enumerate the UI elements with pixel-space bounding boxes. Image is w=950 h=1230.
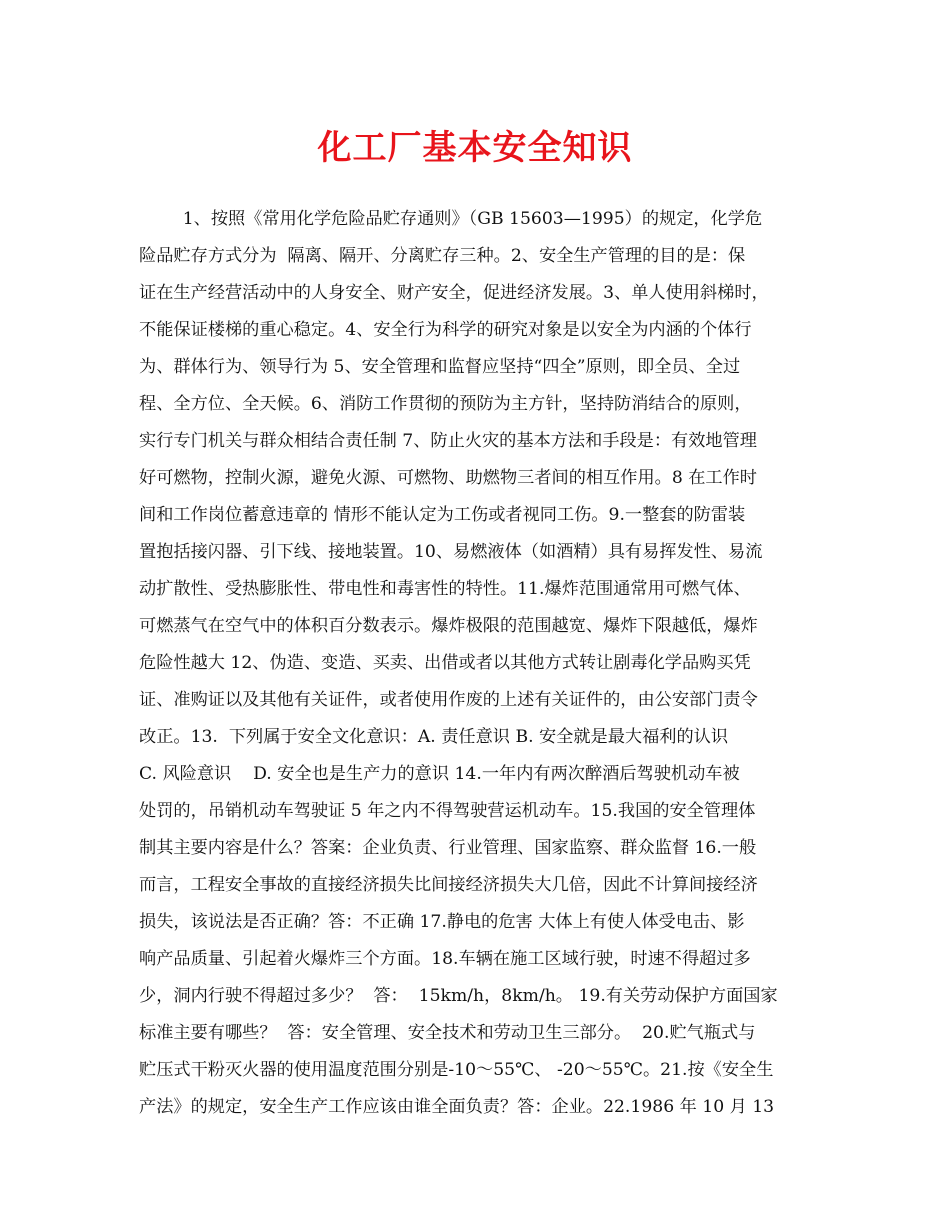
body-line: 处罚的，吊销机动车驾驶证 5 年之内不得驾驶营运机动车。15.我国的安全管理体	[139, 801, 756, 821]
body-line: 响产品质量、引起着火爆炸三个方面。18.车辆在施工区域行驶，时速不得超过多	[139, 949, 751, 969]
body-line: 少，洞内行驶不得超过多少？ 答： 15km/h，8km/h。 19.有关劳动保护方面国家	[139, 986, 778, 1006]
body-line: 制其主要内容是什么？答案：企业负责、行业管理、国家监察、群众监督 16.一般	[139, 838, 757, 858]
body-line: 实行专门机关与群众相结合责任制 7、防止火灾的基本方法和手段是：有效地管理	[139, 431, 757, 451]
body-line: 不能保证楼梯的重心稳定。4、安全行为科学的研究对象是以安全为内涵的个体行	[139, 320, 752, 340]
body-line: 贮压式干粉灭火器的使用温度范围分别是-10～55℃、 -20～55℃。21.按《安全生	[139, 1060, 774, 1080]
body-line: 程、全方位、全天候。6、消防工作贯彻的预防为主方针，坚持防消结合的原则，	[139, 394, 752, 414]
body-line: 改正。13. 下列属于安全文化意识：A. 责任意识 B. 安全就是最大福利的认识	[139, 727, 729, 747]
body-line: 危险性越大 12、伪造、变造、买卖、出借或者以其他方式转让剧毒化学品购买凭	[139, 653, 751, 673]
document-title: 化工厂基本安全知识	[317, 128, 633, 168]
body-line: 险品贮存方式分为 隔离、隔开、分离贮存三种。2、安全生产管理的目的是：保	[139, 246, 746, 266]
body-line: 置抱括接闪器、引下线、接地装置。10、易燃液体（如酒精）具有易挥发性、易流	[139, 542, 763, 562]
body-line: 证、准购证以及其他有关证件，或者使用作废的上述有关证件的，由公安部门责令	[139, 690, 758, 710]
body-line: 产法》的规定，安全生产工作应该由谁全面负责？答：企业。22.1986 年 10 月 13	[139, 1097, 775, 1117]
body-line: 间和工作岗位蓄意违章的 情形不能认定为工伤或者视同工伤。9.一整套的防雷装	[139, 505, 746, 525]
document-body	[139, 201, 819, 1126]
body-line: 动扩散性、受热膨胀性、带电性和毒害性的特性。11.爆炸范围通常用可燃气体、	[139, 579, 751, 599]
body-line: 为、群体行为、领导行为 5、安全管理和监督应坚持“四全”原则，即全员、全过	[139, 357, 741, 377]
body-line: 证在生产经营活动中的人身安全、财产安全，促进经济发展。3、单人使用斜梯时，	[139, 283, 769, 303]
body-line: 损失，该说法是否正确？答：不正确 17.静电的危害 大体上有使人体受电击、影	[139, 912, 745, 932]
body-line: 标准主要有哪些？ 答：安全管理、安全技术和劳动卫生三部分。 20.贮气瓶式与	[139, 1023, 756, 1043]
body-line: 可燃蒸气在空气中的体积百分数表示。爆炸极限的范围越宽、爆炸下限越低，爆炸	[139, 616, 758, 636]
body-line: 1、按照《常用化学危险品贮存通则》（GB 15603—1995）的规定，化学危	[139, 209, 763, 229]
body-line: C. 风险意识 D. 安全也是生产力的意识 14.一年内有两次醉酒后驾驶机动车被	[139, 764, 740, 784]
body-line: 而言，工程安全事故的直接经济损失比间接经济损失大几倍，因此不计算间接经济	[139, 875, 758, 895]
body-line: 好可燃物，控制火源，避免火源、可燃物、助燃物三者间的相互作用。8 在工作时	[139, 468, 757, 488]
